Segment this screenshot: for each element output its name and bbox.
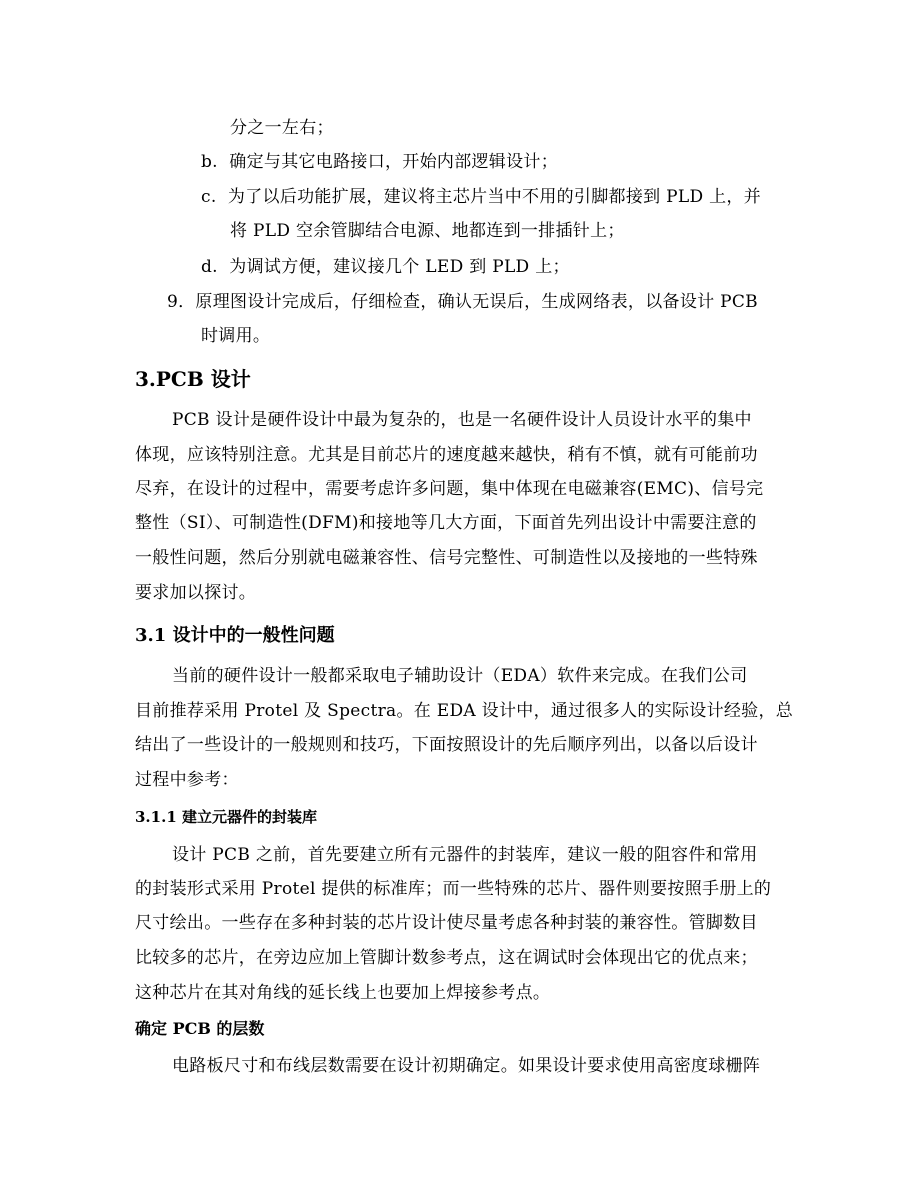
paragraph-line: 目前推荐采用 Protel 及 Spectra。在 EDA 设计中，通过很多人的实际设计经验，总: [135, 701, 794, 721]
paragraph-line: 的封装形式采用 Protel 提供的标准库；而一些特殊的芯片、器件则要按照手册上的: [135, 879, 772, 899]
paragraph-line: 尺寸绘出。一些存在多种封装的芯片设计使尽量考虑各种封装的兼容性。管脚数目: [135, 913, 758, 933]
list-item-c-line2: 将 PLD 空余管脚结合电源、地都连到一排插针上；: [230, 221, 625, 241]
section-heading-pcb-layers: 确定 PCB 的层数: [135, 1019, 265, 1038]
paragraph-line: 一般性问题，然后分别就电磁兼容性、信号完整性、可制造性以及接地的一些特殊: [135, 548, 758, 568]
list-item-c-line1: c. 为了以后功能扩展，建议将主芯片当中不用的引脚都接到 PLD 上，并: [201, 187, 761, 207]
list-item-9-line1: 9．原理图设计完成后，仔细检查，确认无误后，生成网络表，以备设计 PCB: [167, 292, 758, 312]
list-item-b: b. 确定与其它电路接口，开始内部逻辑设计；: [201, 152, 558, 172]
paragraph-line: 比较多的芯片，在旁边应加上管脚计数参考点，这在调试时会体现出它的优点来；: [135, 948, 758, 968]
paragraph-line: 电路板尺寸和布线层数需要在设计初期确定。如果设计要求使用高密度球栅阵: [172, 1056, 761, 1076]
section-heading-package-library: 3.1.1 建立元器件的封装库: [135, 808, 317, 826]
section-heading-general-issues: 3.1 设计中的一般性问题: [135, 625, 335, 646]
paragraph-line: 这种芯片在其对角线的延长线上也要加上焊接参考点。: [135, 983, 551, 1003]
paragraph-line: 整性（SI）、可制造性(DFM)和接地等几大方面，下面首先列出设计中需要注意的: [135, 513, 757, 533]
paragraph-line: 要求加以探讨。: [135, 583, 257, 603]
list-item-d: d. 为调试方便，建议接几个 LED 到 PLD 上；: [201, 257, 570, 277]
paragraph-line: 尽弃，在设计的过程中，需要考虑许多问题，集中体现在电磁兼容(EMC)、信号完: [135, 479, 764, 499]
paragraph-line: 过程中参考：: [135, 770, 239, 790]
section-heading-pcb-design: 3.PCB 设计: [135, 367, 251, 391]
list-item-9-line2: 时调用。: [201, 326, 271, 346]
list-item-a-continuation: 分之一左右；: [230, 118, 334, 138]
paragraph-line: PCB 设计是硬件设计中最为复杂的，也是一名硬件设计人员设计水平的集中: [172, 410, 752, 430]
paragraph-line: 设计 PCB 之前，首先要建立所有元器件的封装库，建议一般的阻容件和常用: [172, 845, 758, 865]
paragraph-line: 结出了一些设计的一般规则和技巧，下面按照设计的先后顺序列出，以备以后设计: [135, 735, 758, 755]
paragraph-line: 当前的硬件设计一般都采取电子辅助设计（EDA）软件来完成。在我们公司: [172, 666, 748, 686]
paragraph-line: 体现，应该特别注意。尤其是目前芯片的速度越来越快，稍有不慎，就有可能前功: [135, 445, 758, 465]
